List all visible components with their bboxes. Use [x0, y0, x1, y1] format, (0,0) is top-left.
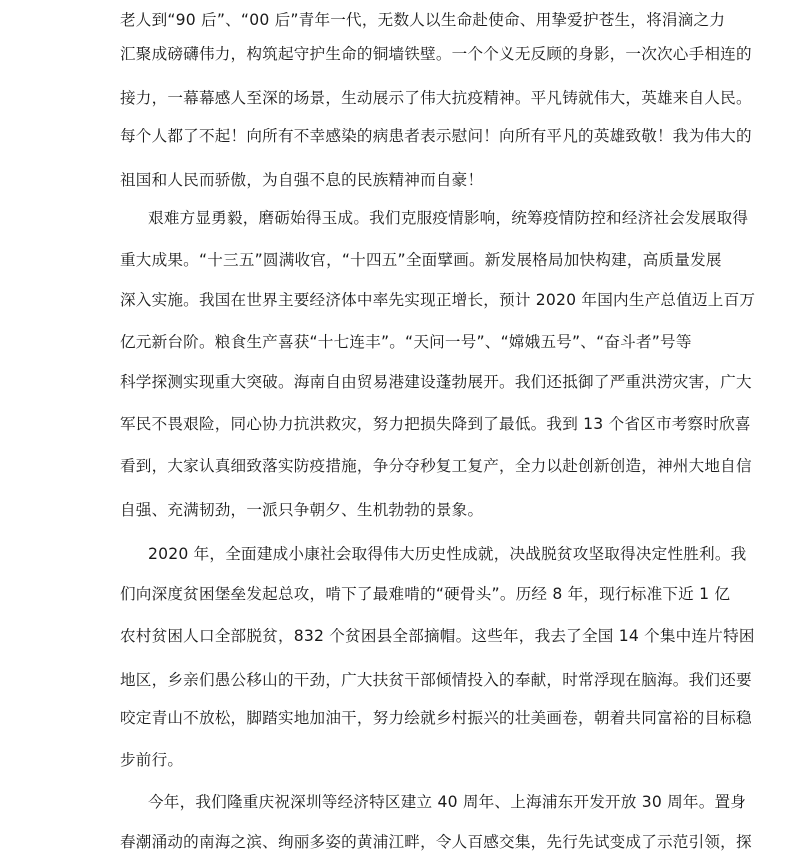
text-line: 看到，大家认真细致落实防疫措施，争分夺秒复工复产，全力以赴创新创造，神州大地自信 — [120, 457, 752, 475]
text-line: 亿元新台阶。粮食生产喜获“十七连丰”。“天问一号”、“嫦娥五号”、“奋斗者”号等 — [120, 333, 692, 351]
text-line: 科学探测实现重大突破。海南自由贸易港建设蓬勃展开。我们还抵御了严重洪涝灾害，广大 — [120, 373, 752, 391]
text-line: 重大成果。“十三五”圆满收官，“十四五”全面擘画。新发展格局加快构建，高质量发展 — [120, 251, 722, 269]
text-line: 艰难方显勇毅，磨砺始得玉成。我们克服疫情影响，统筹疫情防控和经济社会发展取得 — [148, 209, 749, 227]
text-line: 军民不畏艰险，同心协力抗洪救灾，努力把损失降到了最低。我到 13 个省区市考察时欣喜 — [120, 415, 751, 433]
text-line: 接力，一幕幕感人至深的场景，生动展示了伟大抗疫精神。平凡铸就伟大，英雄来自人民。 — [120, 89, 752, 107]
text-line: 2020 年，全面建成小康社会取得伟大历史性成就，决战脱贫攻坚取得决定性胜利。我 — [148, 545, 747, 563]
text-line: 农村贫困人口全部脱贫，832 个贫困县全部摘帽。这些年，我去了全国 14 个集中连片特困 — [120, 627, 755, 645]
text-line: 深入实施。我国在世界主要经济体中率先实现正增长，预计 2020 年国内生产总值迈上百万 — [120, 291, 756, 309]
text-line: 老人到“90 后”、“00 后”青年一代，无数人以生命赴使命、用挚爱护苍生，将涓滴之力 — [120, 11, 726, 29]
text-line: 步前行。 — [120, 751, 184, 769]
text-line: 咬定青山不放松，脚踏实地加油干，努力绘就乡村振兴的壮美画卷，朝着共同富裕的目标稳 — [120, 709, 752, 727]
text-line: 今年，我们隆重庆祝深圳等经济特区建立 40 周年、上海浦东开发开放 30 周年。置身 — [148, 793, 747, 811]
text-line: 春潮涌动的南海之滨、绚丽多姿的黄浦江畔，令人百感交集，先行先试变成了示范引领，探 — [120, 833, 752, 851]
text-line: 们向深度贫困堡垒发起总攻，啃下了最难啃的“硬骨头”。历经 8 年，现行标准下近 1 亿 — [120, 585, 731, 603]
text-line: 汇聚成磅礴伟力，构筑起守护生命的铜墙铁壁。一个个义无反顾的身影，一次次心手相连的 — [120, 45, 752, 63]
text-line: 每个人都了不起！向所有不幸感染的病患者表示慰问！向所有平凡的英雄致敬！我为伟大的 — [120, 127, 752, 145]
text-line: 祖国和人民而骄傲，为自强不息的民族精神而自豪！ — [120, 171, 484, 189]
text-line: 自强、充满韧劲，一派只争朝夕、生机勃勃的景象。 — [120, 501, 484, 519]
text-line: 地区，乡亲们愚公移山的干劲，广大扶贫干部倾情投入的奉献，时常浮现在脑海。我们还要 — [120, 671, 752, 689]
